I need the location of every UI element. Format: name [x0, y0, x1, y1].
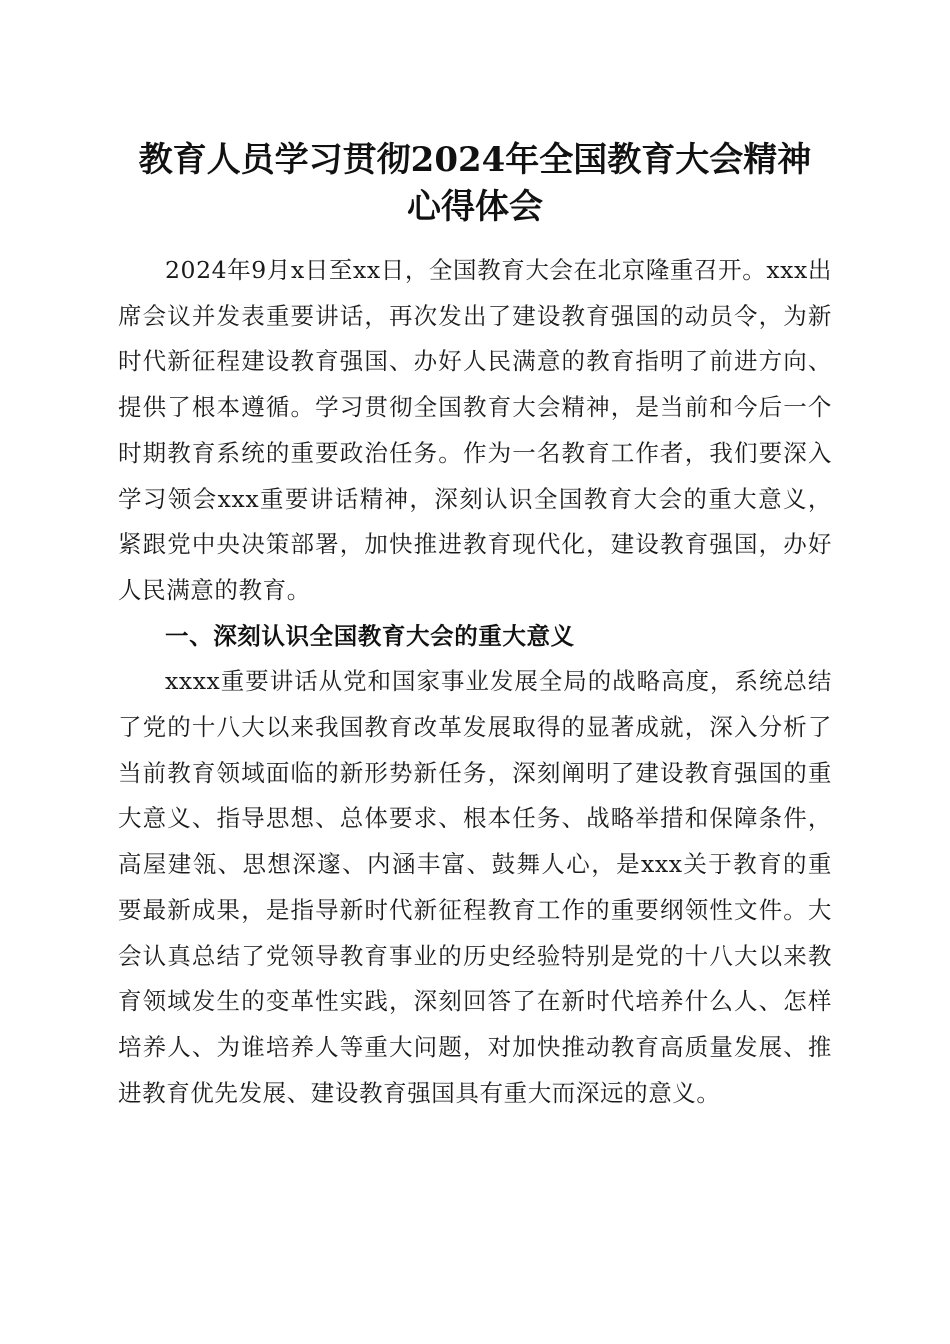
document-body	[118, 248, 832, 1116]
intro-paragraph: 2024年9月x日至xx日，全国教育大会在北京隆重召开。xxx出席会议并发表重要讲话，再次发出了建设教育强国的动员令，为新时代新征程建设教育强国、办好人民满意的教育指明了前进方向、提供了根本遵循。学习贯彻全国教育大会精神，是当前和今后一个时期教育系统的重要政治任务。作为一名教育工作者，我们要深入学习领会xxx重要讲话精神，深刻认识全国教育大会的重大意义，紧跟党中央决策部署，加快推进教育现代化，建设教育强国，办好人民满意的教育。	[118, 256, 832, 604]
section-1-paragraph: xxxx重要讲话从党和国家事业发展全局的战略高度，系统总结了党的十八大以来我国教育改革发展取得的显著成就，深入分析了当前教育领域面临的新形势新任务，深刻阐明了建设教育强国的重大意义、指导思想、总体要求、根本任务、战略举措和保障条件，高屋建瓴、思想深邃、内涵丰富、鼓舞人心，是xxx关于教育的重要最新成果，是指导新时代新征程教育工作的重要纲领性文件。大会认真总结了党领导教育事业的历史经验特别是党的十八大以来教育领域发生的变革性实践，深刻回答了在新时代培养什么人、怎样培养人、为谁培养人等重大问题，对加快推动教育高质量发展、推进教育优先发展、建设教育强国具有重大而深远的意义。	[118, 667, 832, 1107]
section-heading-1: 一、深刻认识全国教育大会的重大意义	[165, 621, 575, 650]
document-title-line-1: 教育人员学习贯彻2024年全国教育大会精神	[138, 140, 812, 180]
document-title-line-2: 心得体会	[407, 187, 543, 227]
